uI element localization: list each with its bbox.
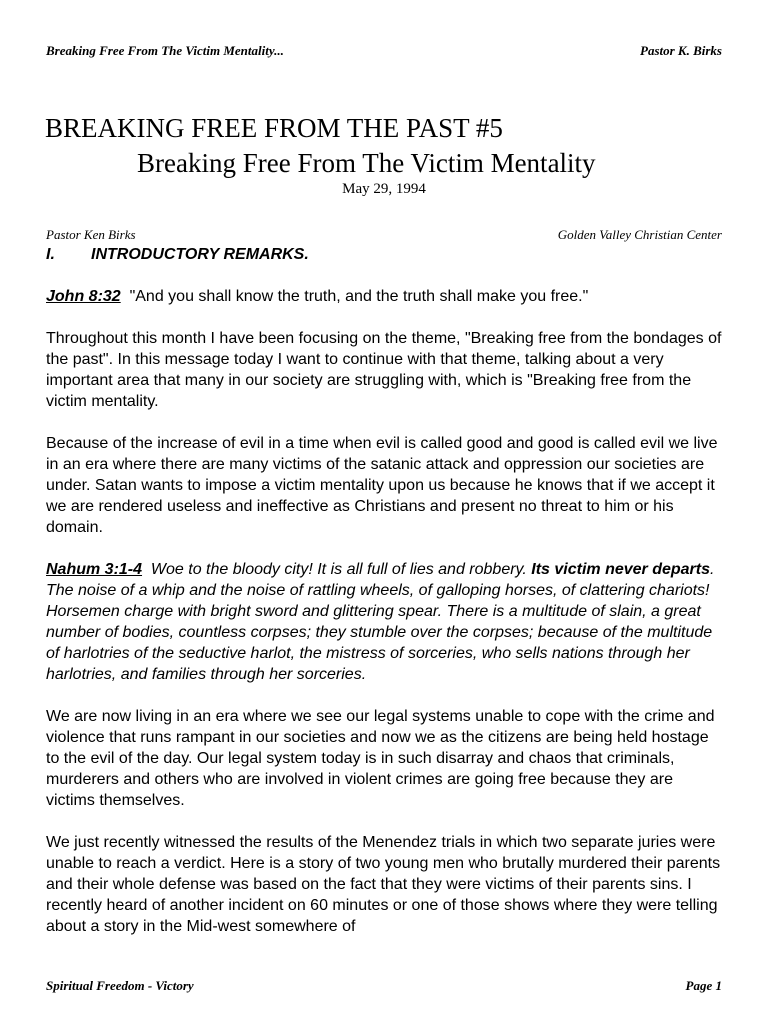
section-heading-text: INTRODUCTORY REMARKS. — [91, 246, 309, 263]
paragraph: We are now living in an era where we see our legal systems unable to cope with the crime and violence that runs rampant in our societies and now we as the citizens are being held hostage to the evil of the day. Our legal system today is in such disarray and chaos that criminals, murderers and others who are involved in violent crimes are going free because they are victims themselves. — [46, 708, 715, 809]
document-body — [46, 244, 724, 958]
running-header-title: Breaking Free From The Victim Mentality... — [46, 43, 284, 58]
running-header-author: Pastor K. Birks — [640, 43, 722, 58]
scripture-text: Woe to the bloody city! It is all full of lies and robbery. — [150, 561, 527, 578]
section-number: I. — [46, 246, 55, 263]
scripture-john — [46, 286, 724, 307]
paragraph: We just recently witnessed the results of the Menendez trials in which two separate juries were unable to reach a verdict. Here is a story of two young men who brutally murdered their parents and their whole defense was based on the fact that they were victims of their parents sins. I recently heard of another incident on 60 minutes or one of those shows where they were telling about a story in the Mid-west somewhere of — [46, 834, 721, 935]
paragraph: Throughout this month I have been focusing on the theme, "Breaking free from the bondages of the past". In this message today I want to continue with that theme, talking about a very important area that many in our society are struggling with, which is "Breaking free from the victim mentality. — [46, 330, 722, 410]
scripture-text: "And you shall know the truth, and the truth shall make you free." — [129, 288, 589, 305]
church-name: Golden Valley Christian Center — [557, 227, 722, 242]
section-heading — [46, 244, 724, 265]
speaker-name: Pastor Ken Birks — [46, 227, 136, 242]
running-footer-title: Spiritual Freedom - Victory — [46, 978, 194, 993]
paragraph: Because of the increase of evil in a time when evil is called good and good is called evil we live in an era where there are many victims of the satanic attack and oppression our societies are under. Satan wants to impose a victim mentality upon us because he knows that if we accept it we are rendered useless and ineffective as Christians and present no threat to him or his domain. — [46, 435, 718, 536]
scripture-reference: John 8:32 — [46, 288, 121, 305]
page-title: BREAKING FREE FROM THE PAST #5 — [45, 113, 503, 143]
scripture-reference: Nahum 3:1-4 — [46, 561, 143, 578]
scripture-emphasis: Its victim never departs — [531, 561, 711, 578]
scripture-text-continued: . The noise of a whip and the noise of rattling wheels, of galloping horses, of clattering chariots! Horsemen charge with bright sword and glittering spear. There is a multitude of slain, a great number of bodies, countless corpses; they stumble over the corpses; because of the multitude of harlotries of the seductive harlot, the mistress of sorceries, who sells nations through her harlotries, and families through her sorceries. — [46, 561, 715, 683]
page-number: Page 1 — [685, 978, 722, 993]
page-subtitle: Breaking Free From The Victim Mentality — [137, 148, 596, 178]
scripture-nahum — [46, 559, 724, 685]
sermon-date: May 29, 1994 — [342, 181, 426, 197]
